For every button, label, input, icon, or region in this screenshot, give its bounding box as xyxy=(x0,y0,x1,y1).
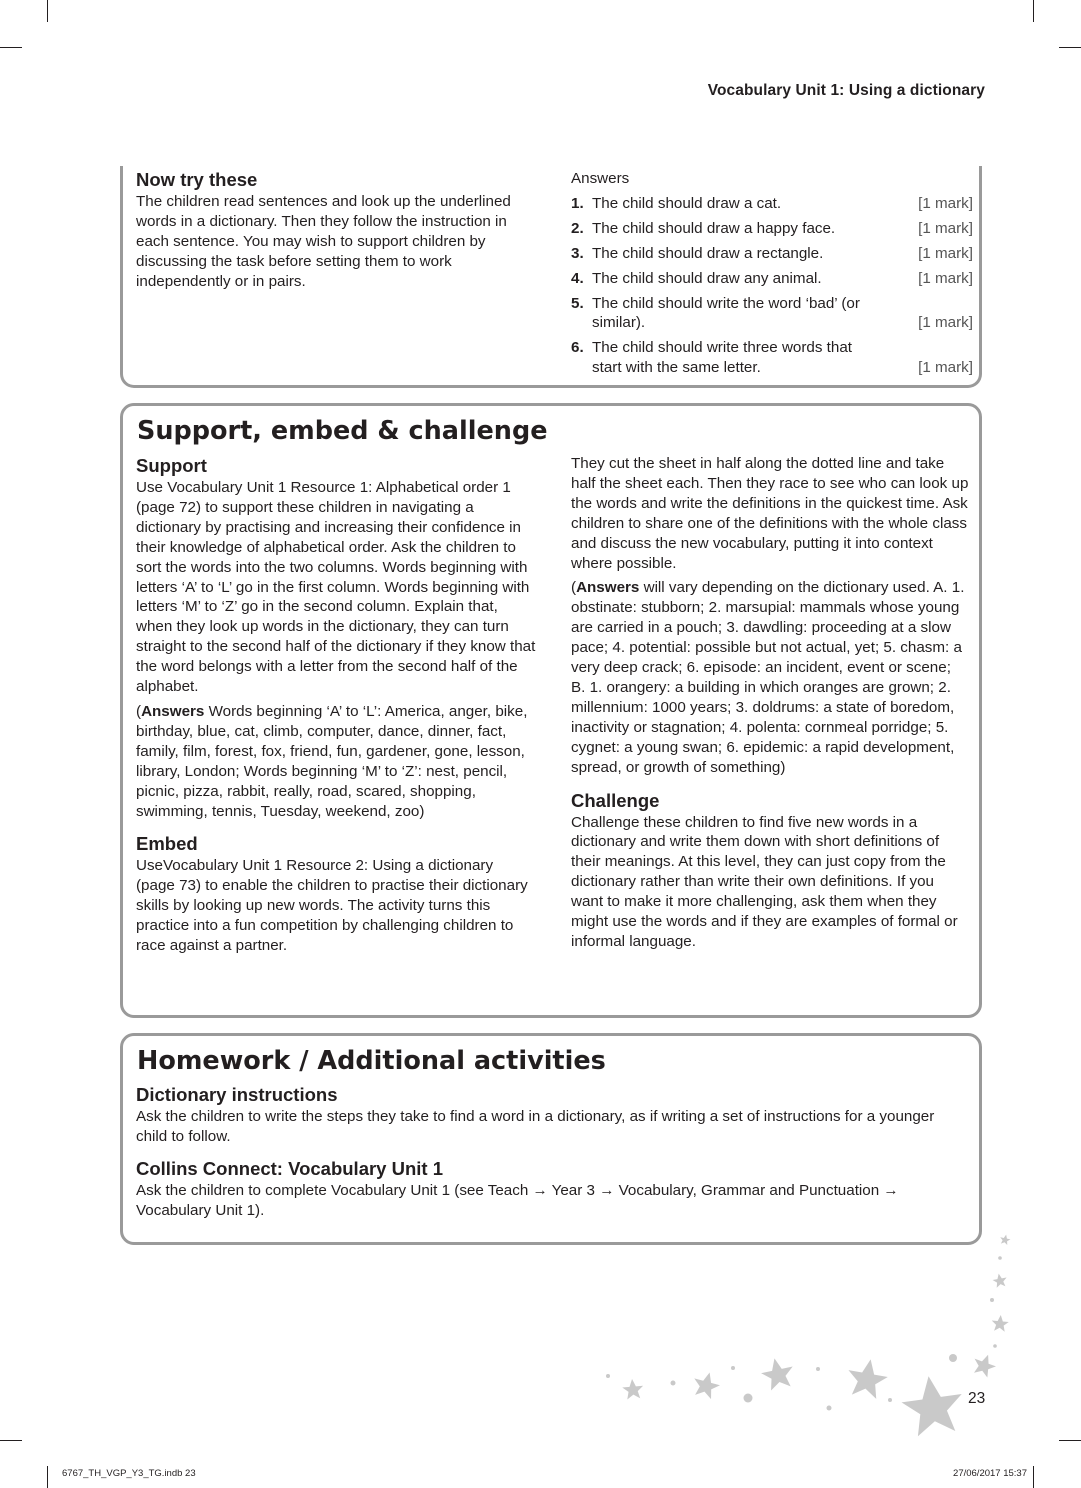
answer-item xyxy=(571,244,973,264)
star-icon xyxy=(844,1356,890,1400)
dot-icon xyxy=(744,1394,753,1403)
answers-label: Answers xyxy=(141,702,205,720)
slug-right: 27/06/2017 15:37 xyxy=(953,1468,1027,1479)
dot-icon xyxy=(606,1374,610,1378)
answer-item xyxy=(571,338,973,378)
sec-right-column xyxy=(571,454,969,952)
dot-icon xyxy=(827,1406,832,1411)
answer-number: 2. xyxy=(571,219,584,237)
support-body: Use Vocabulary Unit 1 Resource 1: Alphabetical order 1 (page 72) to support these children in navigating a dictionary by practising and increasing their confidence in their knowledge of alphabetical order. Ask the children to sort the words into the two columns. Words beginning with letters ‘A’ to ‘L’ go in the first column. Words beginning with letters ‘M’ to ‘Z’ go in the second column. Explain that, when they look up words in the dictionary, they can turn straight to the second half of the dictionary if they know that the word belongs with a letter from the second half of the alphabet. xyxy=(136,479,536,696)
answer-number: 5. xyxy=(571,294,584,312)
answer-mark: [1 mark] xyxy=(918,359,973,377)
challenge-body: Challenge these children to find five new words in a dictionary and write them down with short definitions of their meanings. At this level, they can just copy from the dictionary rather than write their own definitions. If you want to make it more challenging, ask them when they might use the words and if they are examples of formal or informal language. xyxy=(571,813,958,950)
homework-box xyxy=(120,1033,982,1245)
paren: ( xyxy=(136,702,142,720)
star-icon xyxy=(622,1378,645,1400)
answer-text: The child should draw a happy face. xyxy=(592,219,836,237)
now-try-box xyxy=(120,166,982,388)
homework-content xyxy=(136,1083,966,1221)
crop-mark xyxy=(47,0,48,22)
answer-mark: [1 mark] xyxy=(918,194,973,212)
answer-item xyxy=(571,269,973,289)
embed-heading: Embed xyxy=(136,833,198,855)
answer-text: The child should write three words that start with the same letter. xyxy=(592,339,853,377)
star-icon xyxy=(999,1234,1011,1246)
crop-mark xyxy=(0,1440,22,1441)
sec-left-column xyxy=(136,454,536,956)
star-icon xyxy=(759,1355,797,1392)
now-try-column xyxy=(136,168,536,292)
answer-item xyxy=(571,194,973,214)
answer-number: 3. xyxy=(571,244,584,262)
dot-icon xyxy=(990,1298,994,1302)
dictionary-instructions-body: Ask the children to write the steps they take to find a word in a dictionary, as if writing a set of instructions for a younger child to follow. xyxy=(136,1108,935,1145)
support-answers xyxy=(136,702,536,821)
running-header: Vocabulary Unit 1: Using a dictionary xyxy=(707,82,985,99)
dot-icon xyxy=(998,1256,1002,1260)
dot-icon xyxy=(993,1344,997,1348)
answer-number: 1. xyxy=(571,194,584,212)
decorative-stars xyxy=(590,1228,1030,1438)
now-try-body: The children read sentences and look up the underlined words in a dictionary. Then they follow the instruction in each sentence. You may wish to support children by discussing the task before setting them to work independently or in pairs. xyxy=(136,193,511,290)
right-body: They cut the sheet in half along the dotted line and take half the sheet each. Then they race to see who can look up the words and write the definitions in the quickest time. Ask children to share one of the definitions with the whole class and discuss the new vocabulary, putting it into context where possible. xyxy=(571,455,969,572)
page-number: 23 xyxy=(968,1390,986,1407)
answer-text: The child should draw a cat. xyxy=(592,194,782,212)
crop-mark xyxy=(0,47,22,48)
answers-heading: Answers xyxy=(571,170,630,187)
answer-text: The child should draw any animal. xyxy=(592,269,822,287)
challenge-heading: Challenge xyxy=(571,789,660,811)
answers-column xyxy=(571,169,973,378)
crop-mark xyxy=(1033,0,1034,22)
right-answers-text: will vary depending on the dictionary used. A. 1. obstinate: stubborn; 2. marsupial: mammals whose young are carried in a pouch; 3. dawdling: proceeding at a slow pace; 4. potential: possible but not actual, yet; 5. chasm: a very deep crack; 6. episode: an incident, event or scene; B. 1. orangery: a building in which oranges are grown; 2. millennium: 1000 years; 3. doldrums: a state of boredom, inactivity or stagnation; 4. polenta: cornmeal porridge; 5. cygnet: a young swan; 6. epidemic: a rapid development, spread, or growth of something) xyxy=(571,579,965,776)
dot-icon xyxy=(731,1366,735,1370)
support-heading: Support xyxy=(136,455,207,476)
answer-mark: [1 mark] xyxy=(918,244,973,262)
right-answers xyxy=(571,578,969,777)
support-embed-challenge-box xyxy=(120,403,982,1018)
now-try-heading: Now try these xyxy=(136,169,258,190)
crop-mark xyxy=(1059,1440,1081,1441)
paren: ( xyxy=(571,579,577,597)
answer-mark: [1 mark] xyxy=(918,314,973,332)
star-icon xyxy=(992,1272,1008,1288)
answer-mark: [1 mark] xyxy=(918,219,973,237)
dot-icon xyxy=(888,1398,892,1402)
answer-item xyxy=(571,294,973,334)
slug-left: 6767_TH_VGP_Y3_TG.indb 23 xyxy=(62,1468,196,1479)
answers-label: Answers xyxy=(576,579,640,597)
answer-text: The child should write the word ‘bad’ (or similar). xyxy=(592,294,860,332)
answer-mark: [1 mark] xyxy=(918,269,973,287)
star-icon xyxy=(991,1314,1009,1332)
homework-title: Homework / Additional activities xyxy=(137,1046,606,1076)
section-title: Support, embed & challenge xyxy=(137,416,548,446)
support-answers-text: Words beginning ‘A’ to ‘L’: America, anger, bike, birthday, blue, cat, climb, computer, dance, dinner, fact, family, film, forest, fox, friend, fun, gardener, gone, lesson, library, London; Words beginning ‘M’ to ‘Z’: nest, pencil, picnic, pizza, rabbit, really, road, scared, shopping, swimming, tennis, Tuesday, weekend, zoo) xyxy=(136,702,528,820)
answer-number: 4. xyxy=(571,269,584,287)
crop-mark xyxy=(1059,47,1081,48)
dictionary-instructions-heading: Dictionary instructions xyxy=(136,1084,338,1105)
dot-icon xyxy=(949,1354,957,1362)
answer-number: 6. xyxy=(571,339,584,357)
dot-icon xyxy=(816,1367,820,1371)
answer-text: The child should draw a rectangle. xyxy=(592,244,824,262)
star-icon xyxy=(970,1351,999,1379)
collins-connect-body: Ask the children to complete Vocabulary Unit 1 (see Teach → Year 3 → Vocabulary, Grammar and Punctuation → Vocabulary Unit 1). xyxy=(136,1181,899,1219)
star-icon xyxy=(898,1372,966,1438)
answer-item xyxy=(571,219,973,239)
embed-body: UseVocabulary Unit 1 Resource 2: Using a dictionary (page 73) to enable the children to practise their dictionary skills by looking up new words. The activity turns this practice into a fun competition by challenging children to race against a partner. xyxy=(136,857,528,955)
crop-mark xyxy=(1033,1466,1034,1488)
collins-connect-heading: Collins Connect: Vocabulary Unit 1 xyxy=(136,1157,444,1179)
crop-mark xyxy=(47,1466,48,1488)
dot-icon xyxy=(671,1381,676,1386)
star-icon xyxy=(690,1369,722,1400)
